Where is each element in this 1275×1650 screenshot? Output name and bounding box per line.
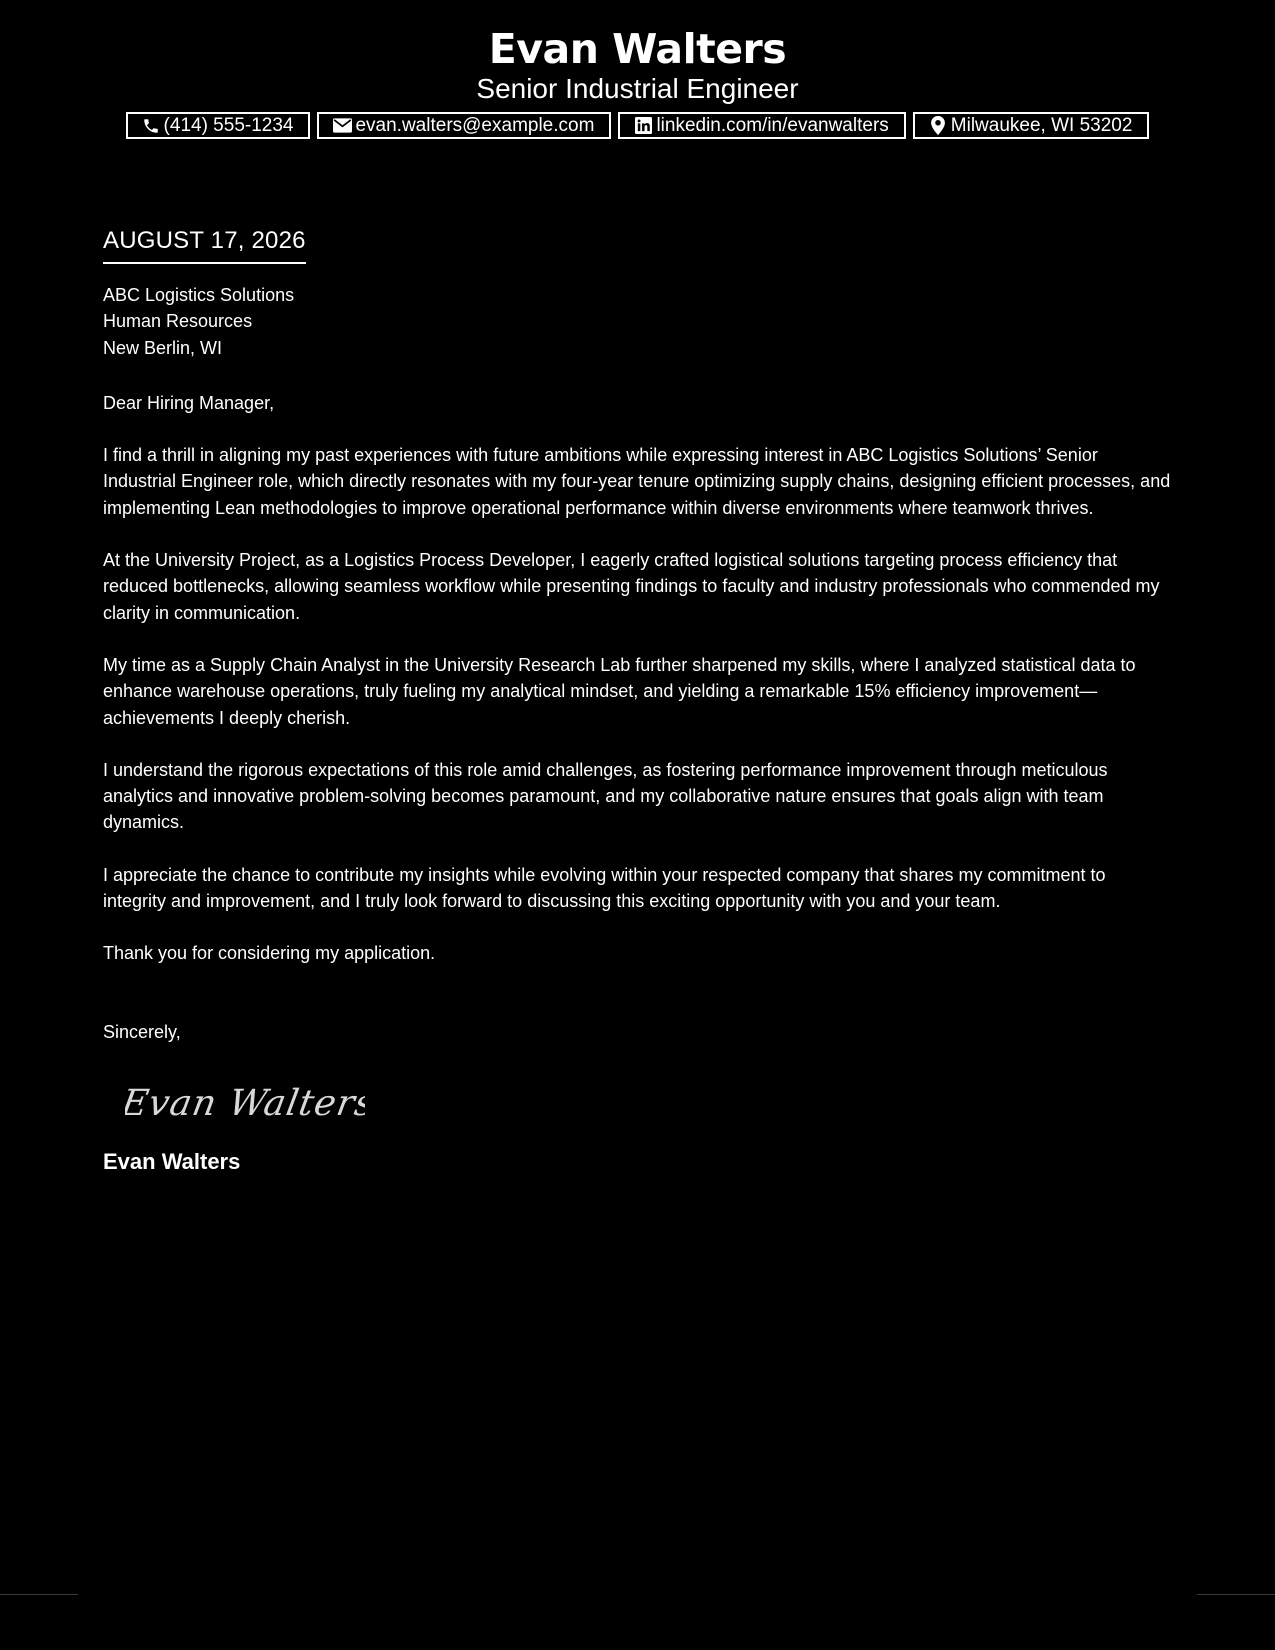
contact-email [317, 112, 611, 139]
contact-bar [0, 112, 1275, 139]
paragraph-expectations: I understand the rigorous expectations of this role amid challenges, as fostering performance improvement through meticulous analytics and innovative problem-solving becomes paramount, and my collaborative nature ensures that goals align with team dynamics. [103, 759, 1108, 833]
paragraph-thanks: Thank you for considering my application. [103, 943, 436, 964]
letter-date: AUGUST 17, 2026 [103, 224, 306, 264]
recipient-location: New Berlin, WI [103, 337, 223, 358]
contact-phone-text: (414) 555-1234 [163, 114, 294, 136]
recipient-company: ABC Logistics Solutions [103, 285, 295, 305]
contact-email-text: evan.walters@example.com [355, 114, 595, 136]
applicant-title: Senior Industrial Engineer [476, 73, 799, 104]
contact-phone [126, 112, 311, 139]
map-marker-icon [928, 116, 948, 136]
salutation: Dear Hiring Manager, [103, 392, 275, 413]
handwritten-signature [125, 1073, 1173, 1133]
contact-linkedin-text: linkedin.com/in/evanwalters [656, 114, 889, 136]
paragraph-appreciation: I appreciate the chance to contribute my insights while evolving within your respected company that shares my commitment to integrity and improvement, and I truly look forward to discussing this exciting opportunity with you and your team. [103, 864, 1106, 912]
typed-name: Evan Walters [103, 1148, 241, 1174]
signature-text: Evan Walters [125, 1081, 365, 1124]
applicant-name: Evan Walters [488, 25, 787, 73]
linkedin-icon [633, 116, 653, 136]
recipient-department: Human Resources [103, 311, 253, 332]
contact-location-text: Milwaukee, WI 53202 [950, 114, 1133, 136]
letter-body [103, 224, 1173, 1177]
paragraph-project: At the University Project, as a Logistics Process Developer, I eagerly crafted logistical solutions targeting process efficiency that reduced bottlenecks, allowing seamless workflow while presenting findings to faculty and industry professionals who commended my clarity in communication. [103, 550, 1160, 623]
envelope-icon [332, 116, 352, 136]
footer-rule-right [1197, 1594, 1275, 1595]
recipient-block [103, 282, 1173, 361]
closing: Sincerely, [103, 1021, 181, 1042]
contact-linkedin [618, 112, 905, 139]
letter-header [0, 22, 1275, 139]
contact-location [913, 112, 1150, 139]
phone-icon [141, 116, 161, 136]
paragraph-analyst: My time as a Supply Chain Analyst in the University Research Lab further sharpened my skills, where I analyzed statistical data to enhance warehouse operations, truly fueling my analytical mindset, and yielding a remarkable 15% efficiency improvement—achievements I deeply cherish. [103, 654, 1136, 728]
paragraph-intro: I find a thrill in aligning my past experiences with future ambitions while expressing interest in ABC Logistics Solutions’ Senior Industrial Engineer role, which directly resonates with my four-year tenure optimizing supply chains, designing efficient processes, and implementing Lean methodologies to improve operational performance within diverse environments where teamwork thrives. [103, 445, 1171, 518]
footer-rule-left [0, 1594, 78, 1595]
